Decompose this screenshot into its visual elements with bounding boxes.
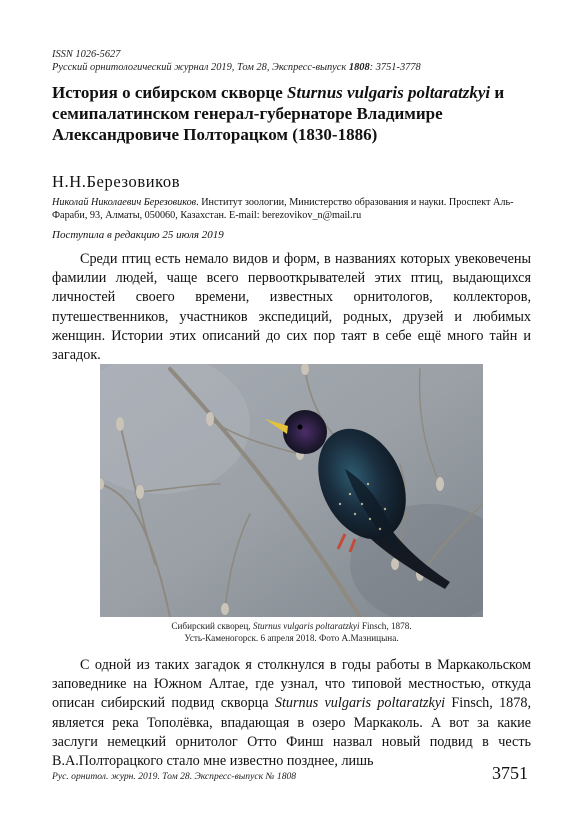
issn: ISSN 1026-5627 <box>52 49 121 60</box>
author-affiliation <box>52 196 532 222</box>
issue-number: 1808 <box>348 62 370 73</box>
article-title: История о сибирском скворце Sturnus vulgaris poltaratzkyi и семипалатинском генерал-губернаторе Владимире Александровиче Полторацком (1830-1886) <box>52 83 505 144</box>
photo-caption <box>100 620 483 644</box>
latin-name: Sturnus vulgaris poltaratzkyi <box>274 695 446 712</box>
caption-line-1: Сибирский скворец, Sturnus vulgaris poltaratzkyi Finsch, 1878. <box>171 621 412 631</box>
starling-photo <box>100 364 483 617</box>
page-number: 3751 <box>492 763 528 783</box>
intro-paragraph: Среди птиц есть немало видов и форм, в названиях которых увековечены фамилии людей, чаще всего первооткрывателей этих птиц, выдающихся личностей своего времени, известных орнитологов, коллекторов, путешественников, участников экспедиций, родных, друзей и любимых женщин. Истории этих описаний до сих пор таят в себе ещё много тайн и загадок. <box>52 251 531 364</box>
footer-citation: Рус. орнитол. журн. 2019. Том 28. Экспресс-выпуск № 1808 <box>52 771 297 782</box>
affiliation-name: Николай Николаевич Березовиков <box>52 197 197 208</box>
affiliation-details: . Институт зоологии, Министерство образования и науки. Проспект Аль-Фараби, 93, Алматы, 050060, Казахстан. E-mail: berezovikov_n@mail.ru <box>52 197 514 221</box>
journal-header <box>52 48 532 74</box>
caption-line-2: Усть-Каменогорск. 6 апреля 2018. Фото А.Мазницына. <box>184 633 399 643</box>
starling-illustration <box>100 364 483 617</box>
received-date: Поступила в редакцию 25 июля 2019 <box>52 229 224 241</box>
journal-citation: Русский орнитологический журнал 2019, Том 28, Экспресс-выпуск 1808: 3751-3778 <box>52 62 421 73</box>
main-paragraph: С одной из таких загадок я столкнулся в годы работы в Маркакольском заповеднике на Южном Алтае, где узнал, что типовой местностью, откуда описан сибирский подвид скворца Sturnus vulgaris poltaratzkyi Finsch, 1878, является река Тополёвка, впадающая в озеро Маркаколь. А вот за какие заслуги немецкий орнитолог Отто Финш назвал новый подвид в честь В.А.Полторацкого стало мне известно позднее, лишь <box>52 657 531 770</box>
title-latin-name: Sturnus vulgaris poltaratzkyi <box>287 83 491 102</box>
author-name: Н.Н.Березовиков <box>52 172 181 191</box>
